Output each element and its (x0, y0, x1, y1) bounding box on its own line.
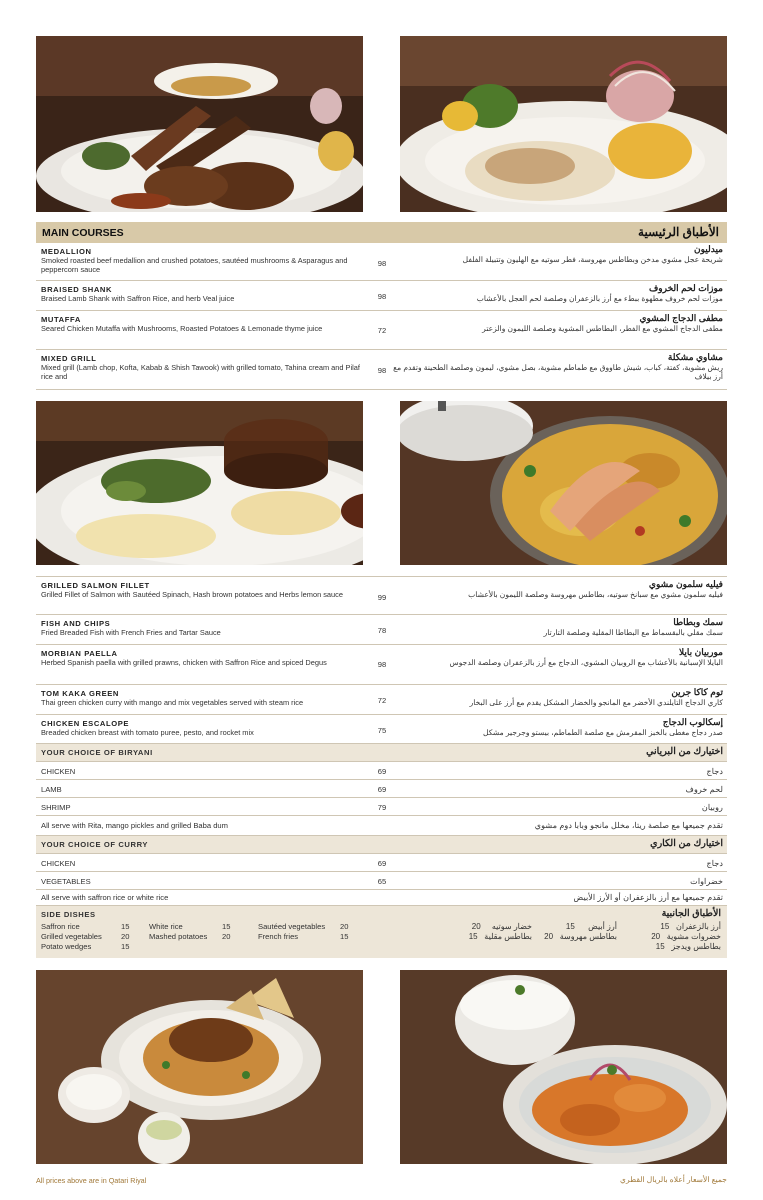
photo-biryani (36, 970, 363, 1164)
side-item: Saffron rice 15 (41, 922, 130, 931)
biryani-note (36, 816, 727, 836)
curry-option-vegetables (36, 872, 727, 890)
item-name-ar: موربيان بايلا (678, 647, 723, 657)
main-courses-section (36, 222, 727, 390)
item-name-ar: توم كاكا جرين (671, 687, 723, 697)
footer-note-ar: جميع الأسعار أعلاه بالريال القطري (620, 1175, 727, 1184)
menu-item-chicken-escalope (36, 715, 727, 744)
item-description-ar: صدر دجاج مغطى بالخبز المقرمش مع صلصة الطماطم، بيستو وجرجير مشكل (482, 727, 723, 737)
menu-item-medallion (36, 243, 727, 281)
photo-curry (400, 970, 727, 1164)
item-name: BRAISED SHANK (41, 285, 113, 294)
note-ar: تقدم جميعها مع صلصة ريتا، مخلل مانجو وبابا دوم مشوي (534, 821, 723, 830)
side-dishes-title-en: SIDE DISHES (41, 910, 96, 919)
biryani-title-en: YOUR CHOICE OF BIRYANI (41, 748, 153, 757)
item-description: Fried Breaded Fish with French Fries and Tartar Sauce (41, 628, 221, 638)
photo-mutaffa (400, 36, 727, 212)
option-name: VEGETABLES (41, 877, 91, 886)
item-name: MEDALLION (41, 247, 92, 256)
option-price: 69 (377, 859, 387, 868)
item-description-ar: فيليه سلمون مشوي مع سبانخ سوتيه، بطاطس مهروسة وصلصة الليمون بالأعشاب (468, 589, 723, 599)
option-name-ar: دجاج (706, 767, 723, 776)
item-description: Mixed grill (Lamb chop, Kofta, Kabab & Shish Tawook) with grilled tomato, Tahina cream and Pilaf rice and (41, 363, 360, 382)
option-name: LAMB (41, 785, 62, 794)
option-price: 79 (377, 803, 387, 812)
item-name: CHICKEN ESCALOPE (41, 719, 130, 728)
side-item: French fries 15 (258, 932, 349, 941)
option-price: 65 (377, 877, 387, 886)
item-price: 78 (377, 626, 387, 635)
item-description-ar: شريحة عجل مشوي مدخن وبطاطس مهروسة، فطر سوتيه مع الهليون وتتبيلة الفلفل (462, 254, 723, 264)
item-name: MIXED GRILL (41, 354, 97, 363)
biryani-option-shrimp (36, 798, 727, 816)
option-price: 69 (377, 785, 387, 794)
side-item-ar: أرز بالزعفران 15 (660, 922, 721, 931)
section-title-ar: الأطباق الرئيسية (638, 225, 719, 239)
item-description: Grilled Fillet of Salmon with Sautéed Spinach, Hash brown potatoes and Herbs lemon sauce (41, 590, 343, 600)
option-name-ar: لحم خروف (685, 785, 723, 794)
item-name: TOM KAKA GREEN (41, 689, 120, 698)
section-title-en: MAIN COURSES (42, 227, 124, 239)
item-price: 98 (377, 366, 387, 375)
item-name: MORBIAN PAELLA (41, 649, 118, 658)
item-price: 72 (377, 696, 387, 705)
main-courses-section-2 (36, 576, 727, 956)
option-name: SHRIMP (41, 803, 71, 812)
note-ar: تقدم جميعها مع أرز بالزعفران أو الأرز الأبيض (573, 893, 723, 902)
option-price: 69 (377, 767, 387, 776)
note-en: All serve with Rita, mango pickles and grilled Baba dum (41, 821, 228, 830)
item-price: 98 (377, 259, 387, 268)
side-item: Sautéed vegetables 20 (258, 922, 349, 931)
item-description: Breaded chicken breast with tomato puree, pesto, and rocket mix (41, 728, 254, 738)
item-description-ar: البايلا الإسبانية بالأعشاب مع الروبيان المشوي، الدجاج مع أرز بالزعفران وصلصة الدجوس (449, 657, 723, 667)
item-name-ar: مشاوي مشكلة (667, 352, 723, 362)
side-item: Grilled vegetables 20 (41, 932, 130, 941)
curry-header (36, 836, 727, 854)
menu-item-mutaffa (36, 311, 727, 350)
item-description-ar: سمك مقلي بالبقسماط مع البطاطا المقلية وصلصة التارتار (543, 627, 723, 637)
item-description-ar: مطفى الدجاج المشوي مع الفطر، البطاطس المشوية وصلصة الليمون والزعتر (482, 323, 723, 333)
side-item-ar: بطاطس مقلية 15 (468, 932, 532, 941)
option-name: CHICKEN (41, 767, 76, 776)
side-item-ar: أرز أبيض 15 (565, 922, 617, 931)
menu-item-mixed-grill (36, 350, 727, 390)
side-dishes-title-ar: الأطباق الجانبية (661, 908, 721, 919)
side-dishes-box (36, 906, 727, 958)
footer-note-en: All prices above are in Qatari Riyal (36, 1176, 147, 1185)
item-description-ar: ريش مشوية، كفتة، كباب، شيش طاووق مع طماطم مشوية، بصل مشوي، ليمون وصلصة الطحينة وتقدم مع أرز بيلاف (393, 362, 723, 382)
item-name-ar: سمك وبطاطا (673, 617, 723, 627)
item-price: 99 (377, 593, 387, 602)
item-name-ar: مطفى الدجاج المشوي (639, 313, 723, 323)
main-courses-header (36, 222, 727, 243)
side-item-ar: خضروات مشوية 20 (651, 932, 721, 941)
side-item-ar: بطاطس مهروسة 20 (544, 932, 617, 941)
option-name-ar: دجاج (706, 859, 723, 868)
side-item: Potato wedges 15 (41, 942, 130, 951)
item-name: GRILLED SALMON FILLET (41, 581, 150, 590)
curry-title-ar: اختيارك من الكاري (650, 838, 723, 849)
side-item: Mashed potatoes 20 (149, 932, 231, 941)
item-description: Smoked roasted beef medallion and crushed potatoes, sautéed mushrooms & Asparagus and peppercorn sauce (41, 256, 348, 275)
photo-paella (400, 401, 727, 565)
item-name: MUTAFFA (41, 315, 81, 324)
side-item-ar: خضار سوتيه 20 (471, 922, 532, 931)
photo-beef-fillet (36, 401, 363, 565)
item-price: 72 (377, 326, 387, 335)
biryani-option-chicken (36, 762, 727, 780)
item-price: 98 (377, 292, 387, 301)
item-description: Seared Chicken Mutaffa with Mushrooms, Roasted Potatoes & Lemonade thyme juice (41, 324, 323, 334)
item-name-ar: إسكالوب الدجاج (662, 717, 723, 727)
menu-item-grilled-salmon (36, 576, 727, 615)
option-name-ar: روبيان (701, 803, 723, 812)
curry-title-en: YOUR CHOICE OF CURRY (41, 840, 149, 849)
menu-item-braised-shank (36, 281, 727, 311)
biryani-option-lamb (36, 780, 727, 798)
menu-item-fish-and-chips (36, 615, 727, 645)
item-description-ar: كاري الدجاج التايلندي الأخضر مع المانجو والخضار المشكل يقدم مع أرز على البخار (469, 697, 723, 707)
biryani-title-ar: اختيارك من البرياني (646, 746, 723, 757)
biryani-header (36, 744, 727, 762)
item-description-ar: موزات لحم خروف مطهوة ببطء مع أرز بالزعفران وصلصة لحم العجل بالأعشاب (476, 293, 723, 303)
item-name-ar: فيليه سلمون مشوي (648, 579, 723, 589)
item-description: Thai green chicken curry with mango and mix vegetables served with steam rice (41, 698, 304, 708)
item-description: Braised Lamb Shank with Saffron Rice, and herb Veal juice (41, 294, 235, 304)
note-en: All serve with saffron rice or white rice (41, 893, 169, 902)
item-name: FISH AND CHIPS (41, 619, 111, 628)
item-price: 98 (377, 660, 387, 669)
item-description: Herbed Spanish paella with grilled prawns, chicken with Saffron Rice and spiced Degus (41, 658, 327, 668)
photo-medallion-grill (36, 36, 363, 212)
option-name-ar: خضراوات (690, 877, 723, 886)
item-name-ar: ميدليون (694, 244, 723, 254)
curry-note (36, 890, 727, 906)
side-item-ar: بطاطس ويدجز 15 (655, 942, 721, 951)
item-price: 75 (377, 726, 387, 735)
menu-item-morbian-paella (36, 645, 727, 685)
curry-option-chicken (36, 854, 727, 872)
option-name: CHICKEN (41, 859, 76, 868)
item-name-ar: موزات لحم الخروف (648, 283, 723, 293)
menu-item-tom-kaka-green (36, 685, 727, 715)
side-item: White rice 15 (149, 922, 231, 931)
